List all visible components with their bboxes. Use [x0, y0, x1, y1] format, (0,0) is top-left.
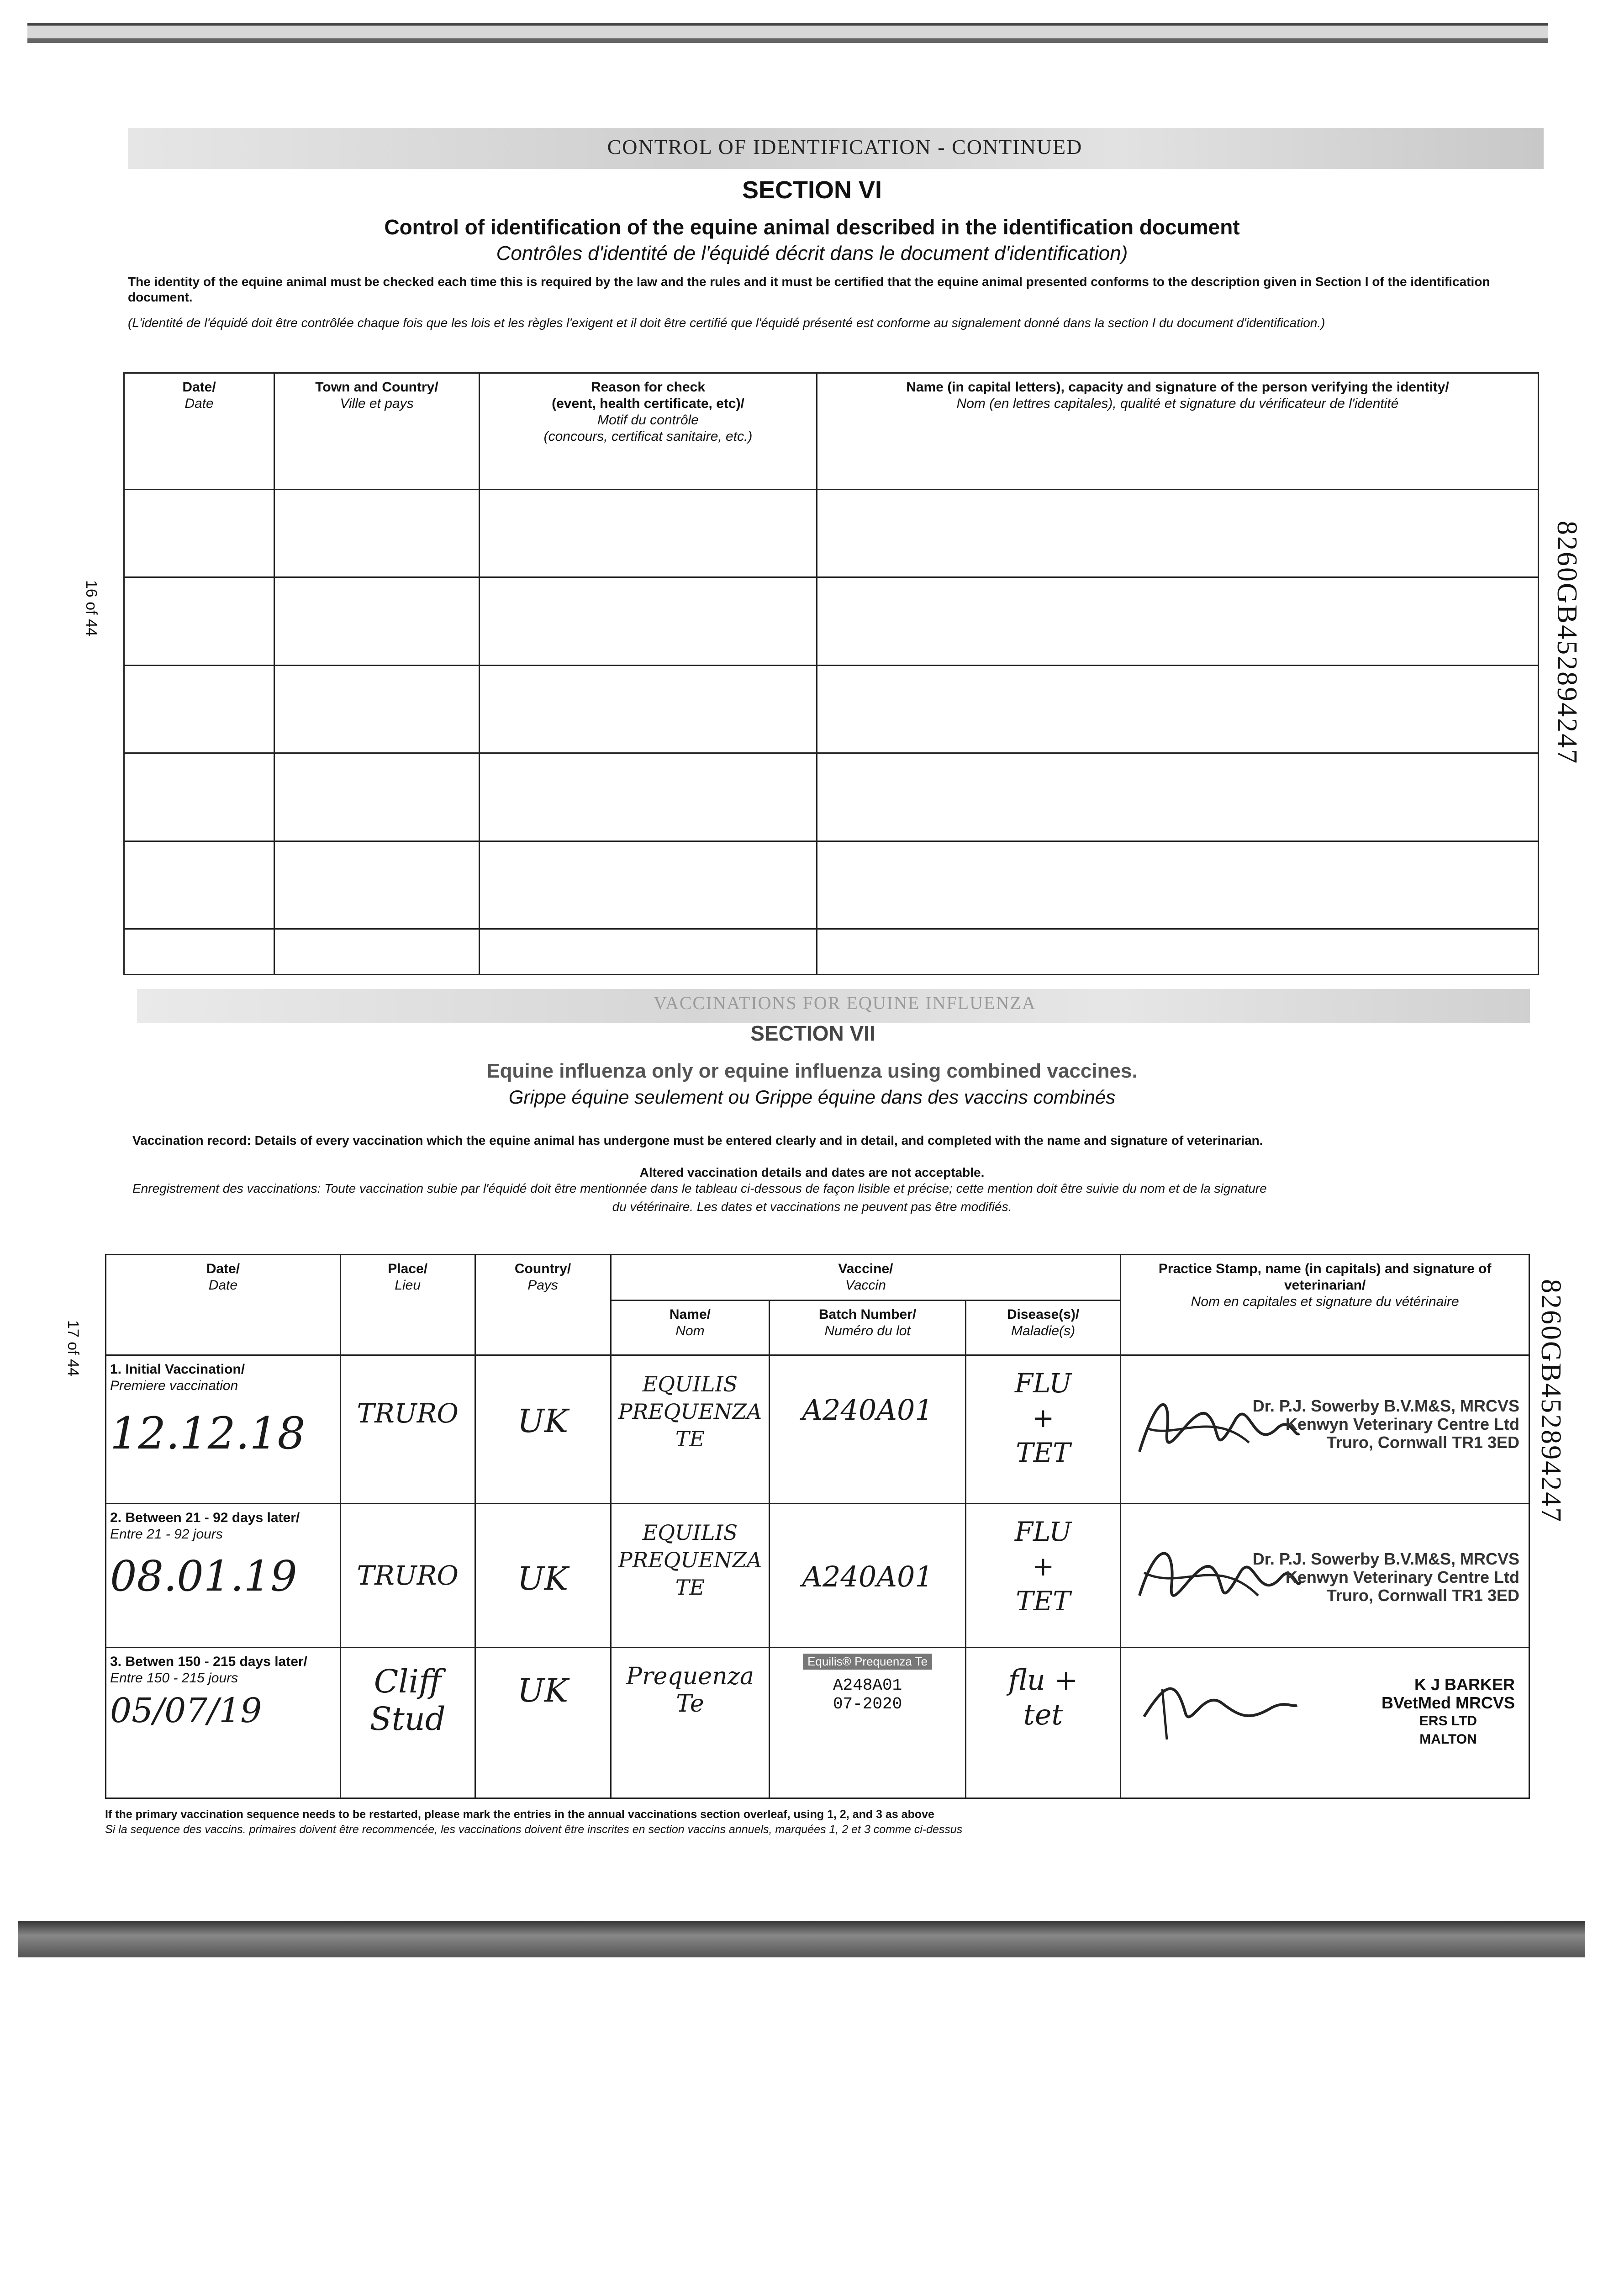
row2-batch-cell: A240A01 [770, 1504, 965, 1648]
row1-disease-cell: FLU + TET [965, 1355, 1121, 1504]
table-row [106, 1504, 1529, 1648]
section6-heading-fr: Contrôles d'identité de l'équidé décrit dans le document d'identification) [496, 242, 1128, 264]
vaccination-record-fr: Enregistrement des vaccinations: Toute vaccination subie par l'équidé doit être mentionnée dans le tableau ci-dessous de façon lisible et précise; cette mention doit être suivie du nom et de la signature [132, 1181, 1267, 1195]
row1-stamp-cell [1121, 1355, 1529, 1504]
row3-stamp-name: K J BARKER [1414, 1675, 1515, 1694]
row1-vaccine-cell: EQUILIS PREQUENZA TE [611, 1355, 770, 1504]
vaccination-table [105, 1254, 1530, 1799]
row2-vaccine-cell: EQUILIS PREQUENZA TE [611, 1504, 770, 1648]
table-row [124, 753, 1539, 841]
row2-date: 08.01.19 [110, 1552, 297, 1601]
side-id-code-1: 8260GB452894247 [1551, 521, 1582, 765]
row3-date-cell: 3. Betwen 150 - 215 days later/ Entre 150 - 215 jours 05/07/19 [106, 1648, 341, 1798]
section6-intro-fr: (L'identité de l'équidé doit être contrôlée chaque fois que les lois et les règles l'exigent et il doit être certifié que l'équidé présenté est conforme au signalement donné dans la section I du document d'identification.) [128, 316, 1325, 330]
table-row [124, 841, 1539, 929]
section6-heading-en: Control of identification of the equine animal described in the identification document [384, 215, 1240, 239]
row3-date: 05/07/19 [110, 1691, 262, 1730]
row1-stamp-address: Truro, Cornwall TR1 3ED [1326, 1433, 1519, 1452]
table-row [106, 1355, 1529, 1504]
identity-check-table [123, 372, 1539, 975]
col-vaccine-header: Vaccine/ Vaccin [611, 1255, 1121, 1301]
row1-batch-cell: A240A01 [770, 1355, 965, 1504]
col-batch-header: Batch Number/ Numéro du lot [770, 1301, 965, 1355]
row3-country-cell: UK [475, 1648, 611, 1798]
row2-country-cell: UK [475, 1504, 611, 1648]
row1-place-cell: TRURO [340, 1355, 475, 1504]
row1-stamp-practice: Kenwyn Veterinary Centre Ltd [1285, 1415, 1519, 1433]
side-id-code-2: 8260GB452894247 [1535, 1279, 1566, 1523]
col-verifier-header: Name (in capital letters), capacity and signature of the person verifying the identity/ Nom (en lettres capitales), qualité et signature du vérificateur de l'identité [817, 373, 1539, 490]
vaccine-sticker-title: Equilis® Prequenza Te [803, 1654, 932, 1670]
row3-stamp-address: ERS LTD [1419, 1713, 1477, 1729]
col-vaccine-name-header: Name/ Nom [611, 1301, 770, 1355]
row1-stamp-name: Dr. P.J. Sowerby B.V.M&S, MRCVS [1252, 1396, 1519, 1415]
table-row [124, 490, 1539, 577]
section7-heading-fr: Grippe équine seulement ou Grippe équine dans des vaccins combinés [508, 1086, 1116, 1108]
row1-date-cell: 1. Initial Vaccination/ Premiere vaccination 12.12.18 [106, 1355, 341, 1504]
table-row [106, 1648, 1529, 1798]
page-number-17: 17 of 44 [64, 1320, 82, 1376]
section6-band-title: CONTROL OF IDENTIFICATION - CONTINUED [607, 135, 1083, 159]
row2-place-cell: TRURO [340, 1504, 475, 1648]
col-stamp-header: Practice Stamp, name (in capitals) and signature of veterinarian/ Nom en capitales et signature du vétérinaire [1121, 1255, 1529, 1355]
col-date-header: Date/ Date [124, 373, 274, 490]
col-date-header: Date/ Date [106, 1255, 341, 1355]
row2-stamp-cell [1121, 1504, 1529, 1648]
row1-country-cell: UK [475, 1355, 611, 1504]
row3-disease-cell: flu + tet [965, 1648, 1121, 1798]
row2-stamp-address: Truro, Cornwall TR1 3ED [1326, 1586, 1519, 1605]
section6-title: SECTION VI [742, 176, 882, 204]
table-row [124, 665, 1539, 753]
bottom-border-band [18, 1921, 1585, 1957]
signature-scribble-3 [1135, 1662, 1299, 1753]
row3-stamp-practice: BVetMed MRCVS [1381, 1693, 1515, 1712]
row3-stamp-town: MALTON [1419, 1732, 1477, 1747]
vaccination-record-fr2: du vétérinaire. Les dates et vaccinations ne peuvent pas être modifiés. [612, 1200, 1012, 1214]
col-place-header: Place/ Lieu [340, 1255, 475, 1355]
row2-stamp-practice: Kenwyn Veterinary Centre Ltd [1285, 1568, 1519, 1586]
footnote-en: If the primary vaccination sequence needs to be restarted, please mark the entries in the annual vaccinations section overleaf, using 1, 2, and 3 as above [105, 1808, 934, 1821]
row3-place-cell: Cliff Stud [340, 1648, 475, 1798]
vaccine-sticker-exp: 07-2020 [833, 1695, 902, 1713]
col-country-header: Country/ Pays [475, 1255, 611, 1355]
section7-heading-en: Equine influenza only or equine influenza using combined vaccines. [486, 1060, 1138, 1082]
row2-disease-cell: FLU + TET [965, 1504, 1121, 1648]
col-disease-header: Disease(s)/ Maladie(s) [965, 1301, 1121, 1355]
row3-vaccine-cell: Prequenza Te [611, 1648, 770, 1798]
vaccination-record-en2: Altered vaccination details and dates are not acceptable. [639, 1165, 985, 1179]
table-row [124, 577, 1539, 665]
row2-date-cell: 2. Between 21 - 92 days later/ Entre 21 - 92 jours 08.01.19 [106, 1504, 341, 1648]
row1-date: 12.12.18 [110, 1408, 306, 1459]
top-border-band [27, 23, 1548, 43]
section7-band-title: VACCINATIONS FOR EQUINE INFLUENZA [654, 993, 1036, 1013]
row3-batch-cell [770, 1648, 965, 1798]
section6-intro-en: The identity of the equine animal must be checked each time this is required by the law and the rules and it must be certified that the equine animal presented conforms to the description given in Section I of the identification document. [128, 275, 1490, 304]
page-number-16: 16 of 44 [83, 580, 100, 636]
row2-stamp-name: Dr. P.J. Sowerby B.V.M&S, MRCVS [1252, 1549, 1519, 1568]
vaccine-sticker-lot: A248A01 [833, 1676, 902, 1695]
row3-stamp-cell [1121, 1648, 1529, 1798]
col-reason-header: Reason for check (event, health certificate, etc)/ Motif du contrôle (concours, certificat sanitaire, etc.) [480, 373, 817, 490]
footnote-fr: Si la sequence des vaccins. primaires doivent être recommencée, les vaccinations doivent être inscrites en section vaccins annuels, marquées 1, 2 et 3 comme ci-dessus [105, 1823, 963, 1836]
vaccination-record-en: Vaccination record: Details of every vaccination which the equine animal has undergone must be entered clearly and in detail, and completed with the name and signature of veterinarian. [132, 1133, 1263, 1147]
col-town-header: Town and Country/ Ville et pays [274, 373, 480, 490]
table-row [124, 929, 1539, 975]
section7-title: SECTION VII [750, 1021, 875, 1045]
